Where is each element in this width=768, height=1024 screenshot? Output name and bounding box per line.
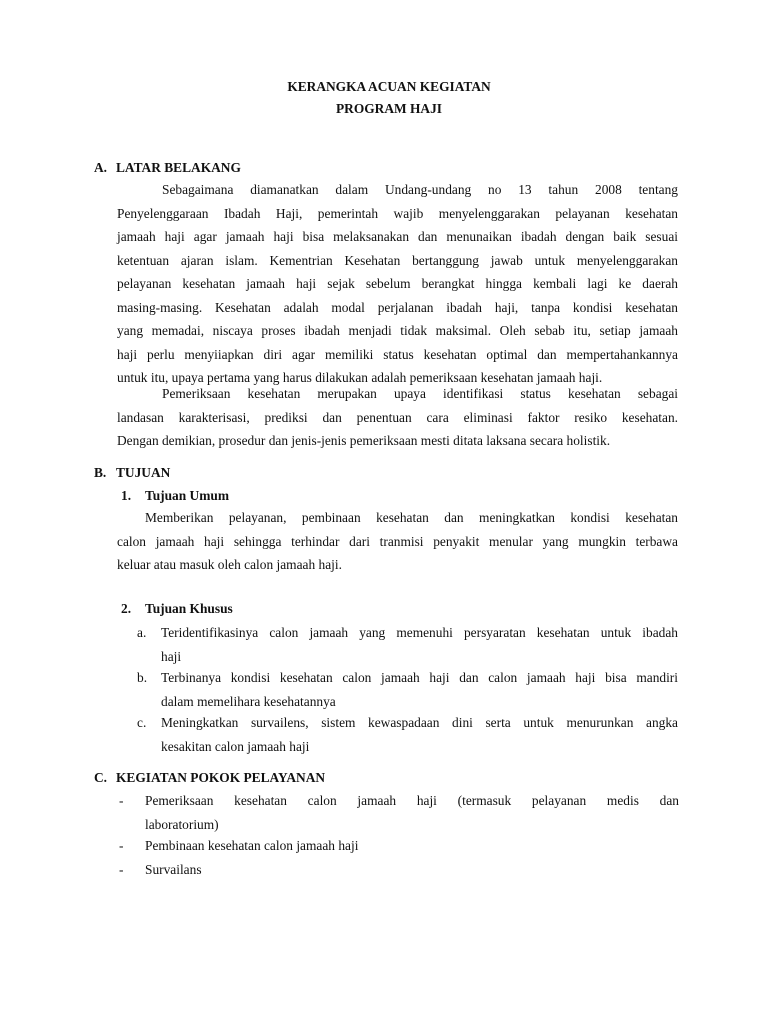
tujuan-khusus-item-b [137,666,678,713]
text-line: Terbinanya kondisi kesehatan calon jamaah haji dan calon jamaah haji bisa mandiri [161,670,678,685]
section-b-heading [94,465,170,481]
text-line: haji [161,648,182,664]
text-line: Teridentifikasinya calon jamaah yang memenuhi persyaratan kesehatan untuk ibadah [161,625,678,640]
section-letter: A. [94,160,108,175]
section-title: KEGIATAN POKOK PELAYANAN [116,770,326,785]
list-marker: a. [137,625,147,640]
list-marker: c. [137,715,147,730]
section-title: LATAR BELAKANG [116,160,241,175]
text-line: Pemeriksaan kesehatan merupakan upaya identifikasi status kesehatan sebagai [162,386,678,401]
text-line: Survailans [145,862,202,877]
text-line: ketentuan ajaran islam. Kementrian Kesehatan bertanggung jawab untuk menyelenggarakan [117,252,678,268]
text-line: pelayanan kesehatan jamaah haji sejak sebelum berangkat hingga kembali lagi ke daerah [117,276,678,291]
text-line: Penyelenggaraan Ibadah Haji, pemerintah wajib menyelenggarakan pelayanan kesehatan [117,205,678,221]
subsection-title: Tujuan Umum [145,488,229,503]
tujuan-umum-paragraph [117,506,678,577]
text-line: jamaah haji agar jamaah haji bisa melaksanakan dan menunaikan ibadah dengan baik sesuai [117,229,678,244]
text-line: haji perlu menyiiapkan diri agar memiliki status kesehatan optimal dan mempertahankannya [117,346,678,362]
tujuan-khusus-item-c [137,711,678,758]
kegiatan-item-3 [119,858,679,882]
kegiatan-item-2 [119,834,679,858]
document-subtitle: PROGRAM HAJI [335,101,442,116]
text-line: kesakitan calon jamaah haji [161,738,310,754]
text-line: Sebagaimana diamanatkan dalam Undang-undang no 13 tahun 2008 tentang [162,182,678,197]
tujuan-khusus-heading [121,601,233,617]
section-letter: B. [94,465,107,480]
list-marker: b. [137,670,148,685]
section-c-heading [94,770,325,786]
section-title: TUJUAN [116,465,171,480]
text-line: landasan karakterisasi, prediksi dan penentuan cara eliminasi faktor resiko kesehatan. [117,409,678,425]
text-line: Memberikan pelayanan, pembinaan kesehatan dan meningkatkan kondisi kesehatan [145,510,678,525]
tujuan-khusus-item-a [137,621,678,668]
latar-belakang-paragraph-2 [117,382,678,453]
tujuan-umum-heading [121,488,229,504]
text-line: Pembinaan kesehatan calon jamaah haji [145,838,359,853]
subsection-number: 1. [121,488,132,503]
list-marker: - [119,838,124,853]
text-line: Dengan demikian, prosedur dan jenis-jenis pemeriksaan mesti ditata laksana secara holistik. [117,433,611,448]
subsection-title: Tujuan Khusus [145,601,233,616]
document-title: KERANGKA ACUAN KEGIATAN [287,79,491,94]
text-line: Pemeriksaan kesehatan calon jamaah haji (termasuk pelayanan medis dan [145,793,679,808]
text-line: Meningkatkan survailens, sistem kewaspadaan dini serta untuk menurunkan angka [161,715,678,730]
latar-belakang-paragraph-1 [117,178,678,390]
subsection-number: 2. [121,601,132,616]
section-letter: C. [94,770,108,785]
list-marker: - [119,793,124,808]
section-a-heading [94,160,241,176]
text-line: yang memadai, niscaya proses ibadah menjadi tidak maksimal. Oleh sebab itu, setiap jamaah [117,323,678,338]
text-line: masing-masing. Kesehatan adalah modal perjalanan ibadah haji, tanpa kondisi kesehatan [117,299,678,315]
kegiatan-item-1 [119,789,679,836]
text-line: calon jamaah haji sehingga terhindar dari tranmisi penyakit menular yang mungkin terbawa [117,533,678,549]
text-line: untuk itu, upaya pertama yang harus dilakukan adalah pemeriksaan kesehatan jamaah haji. [117,370,603,385]
text-line: laboratorium) [145,816,219,832]
text-line: keluar atau masuk oleh calon jamaah haji. [117,557,342,572]
list-marker: - [119,862,124,877]
text-line: dalam memelihara kesehatannya [161,693,336,709]
